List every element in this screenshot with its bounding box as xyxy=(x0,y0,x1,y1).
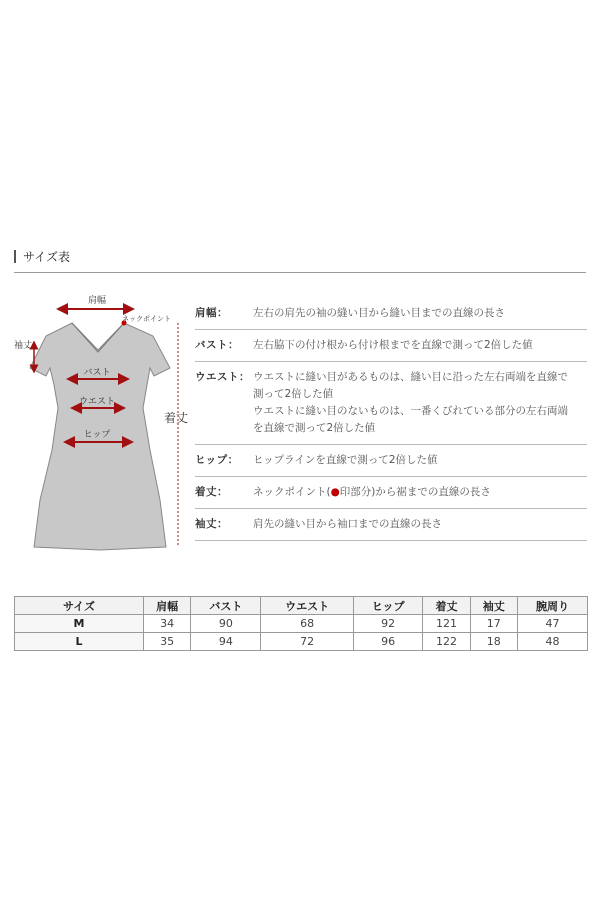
definition-term: 着丈： xyxy=(195,486,228,498)
label-length: 着丈 xyxy=(164,411,189,425)
definition-desc: 肩先の縫い目から袖口までの直線の長さ xyxy=(253,518,442,530)
table-header: サイズ xyxy=(15,597,144,615)
definition-desc xyxy=(253,484,587,501)
dress-diagram xyxy=(10,290,190,560)
red-dot-icon: ● xyxy=(330,486,340,498)
definition-sleeve xyxy=(195,509,587,541)
table-cell: 47 xyxy=(517,615,587,633)
definition-line: ウエストに縫い目のないものは、一番くびれている部分の左右両端 xyxy=(253,405,568,417)
table-cell: 72 xyxy=(261,633,354,651)
definition-term: ウエスト： xyxy=(195,371,250,383)
definition-term: 肩幅： xyxy=(195,307,228,319)
table-cell: 35 xyxy=(144,633,191,651)
definition-desc xyxy=(253,369,587,437)
label-bust: バスト xyxy=(83,368,111,378)
label-hip: ヒップ xyxy=(83,430,111,440)
table-header: 袖丈 xyxy=(470,597,517,615)
section-title: サイズ表 xyxy=(23,250,71,264)
definition-term: 袖丈： xyxy=(195,518,228,530)
label-neckpoint: ネックポイント xyxy=(122,315,171,323)
definition-line: ウエストに縫い目があるものは、縫い目に沿った左右両端を直線で xyxy=(253,371,568,383)
definition-line: 測って2倍した値 xyxy=(253,388,334,400)
table-cell: 68 xyxy=(261,615,354,633)
table-cell: 18 xyxy=(470,633,517,651)
section-header-bar xyxy=(14,250,16,263)
definitions-list xyxy=(195,298,587,541)
label-waist: ウエスト xyxy=(78,397,116,407)
label-shoulder: 肩幅 xyxy=(87,296,107,306)
table-header-row xyxy=(15,597,588,615)
table-cell: 94 xyxy=(191,633,261,651)
table-cell: 96 xyxy=(353,633,422,651)
table-cell: 17 xyxy=(470,615,517,633)
definition-term: ヒップ： xyxy=(195,454,239,466)
table-header: 腕周り xyxy=(517,597,587,615)
table-cell: L xyxy=(15,633,144,651)
definition-hip xyxy=(195,445,587,477)
definition-bust xyxy=(195,330,587,362)
definition-waist xyxy=(195,362,587,445)
label-sleeve: 袖丈 xyxy=(14,341,33,351)
table-cell: 90 xyxy=(191,615,261,633)
definition-line: を直線で測って2倍した値 xyxy=(253,422,376,434)
table-cell: 121 xyxy=(423,615,470,633)
definition-length xyxy=(195,477,587,509)
table-header: ウエスト xyxy=(261,597,354,615)
table-cell: 34 xyxy=(144,615,191,633)
table-header: 肩幅 xyxy=(144,597,191,615)
table-cell: 122 xyxy=(423,633,470,651)
table-row xyxy=(15,615,588,633)
table-cell: 48 xyxy=(517,633,587,651)
section-header xyxy=(14,246,586,273)
definition-desc: ヒップラインを直線で測って2倍した値 xyxy=(253,454,438,466)
definition-shoulder xyxy=(195,298,587,330)
table-header: 着丈 xyxy=(423,597,470,615)
definition-desc: 左右脇下の付け根から付け根までを直線で測って2倍した値 xyxy=(253,339,533,351)
table-header: バスト xyxy=(191,597,261,615)
table-row xyxy=(15,633,588,651)
table-header: ヒップ xyxy=(353,597,422,615)
definition-desc: 左右の肩先の袖の縫い目から縫い目までの直線の長さ xyxy=(253,307,505,319)
size-table xyxy=(14,596,588,651)
table-cell: M xyxy=(15,615,144,633)
definition-text: 印部分)から裾までの直線の長さ xyxy=(339,486,491,498)
dress-illustration xyxy=(10,290,190,560)
definition-text: ネックポイント( xyxy=(253,486,331,498)
table-cell: 92 xyxy=(353,615,422,633)
definition-term: バスト： xyxy=(195,339,239,351)
